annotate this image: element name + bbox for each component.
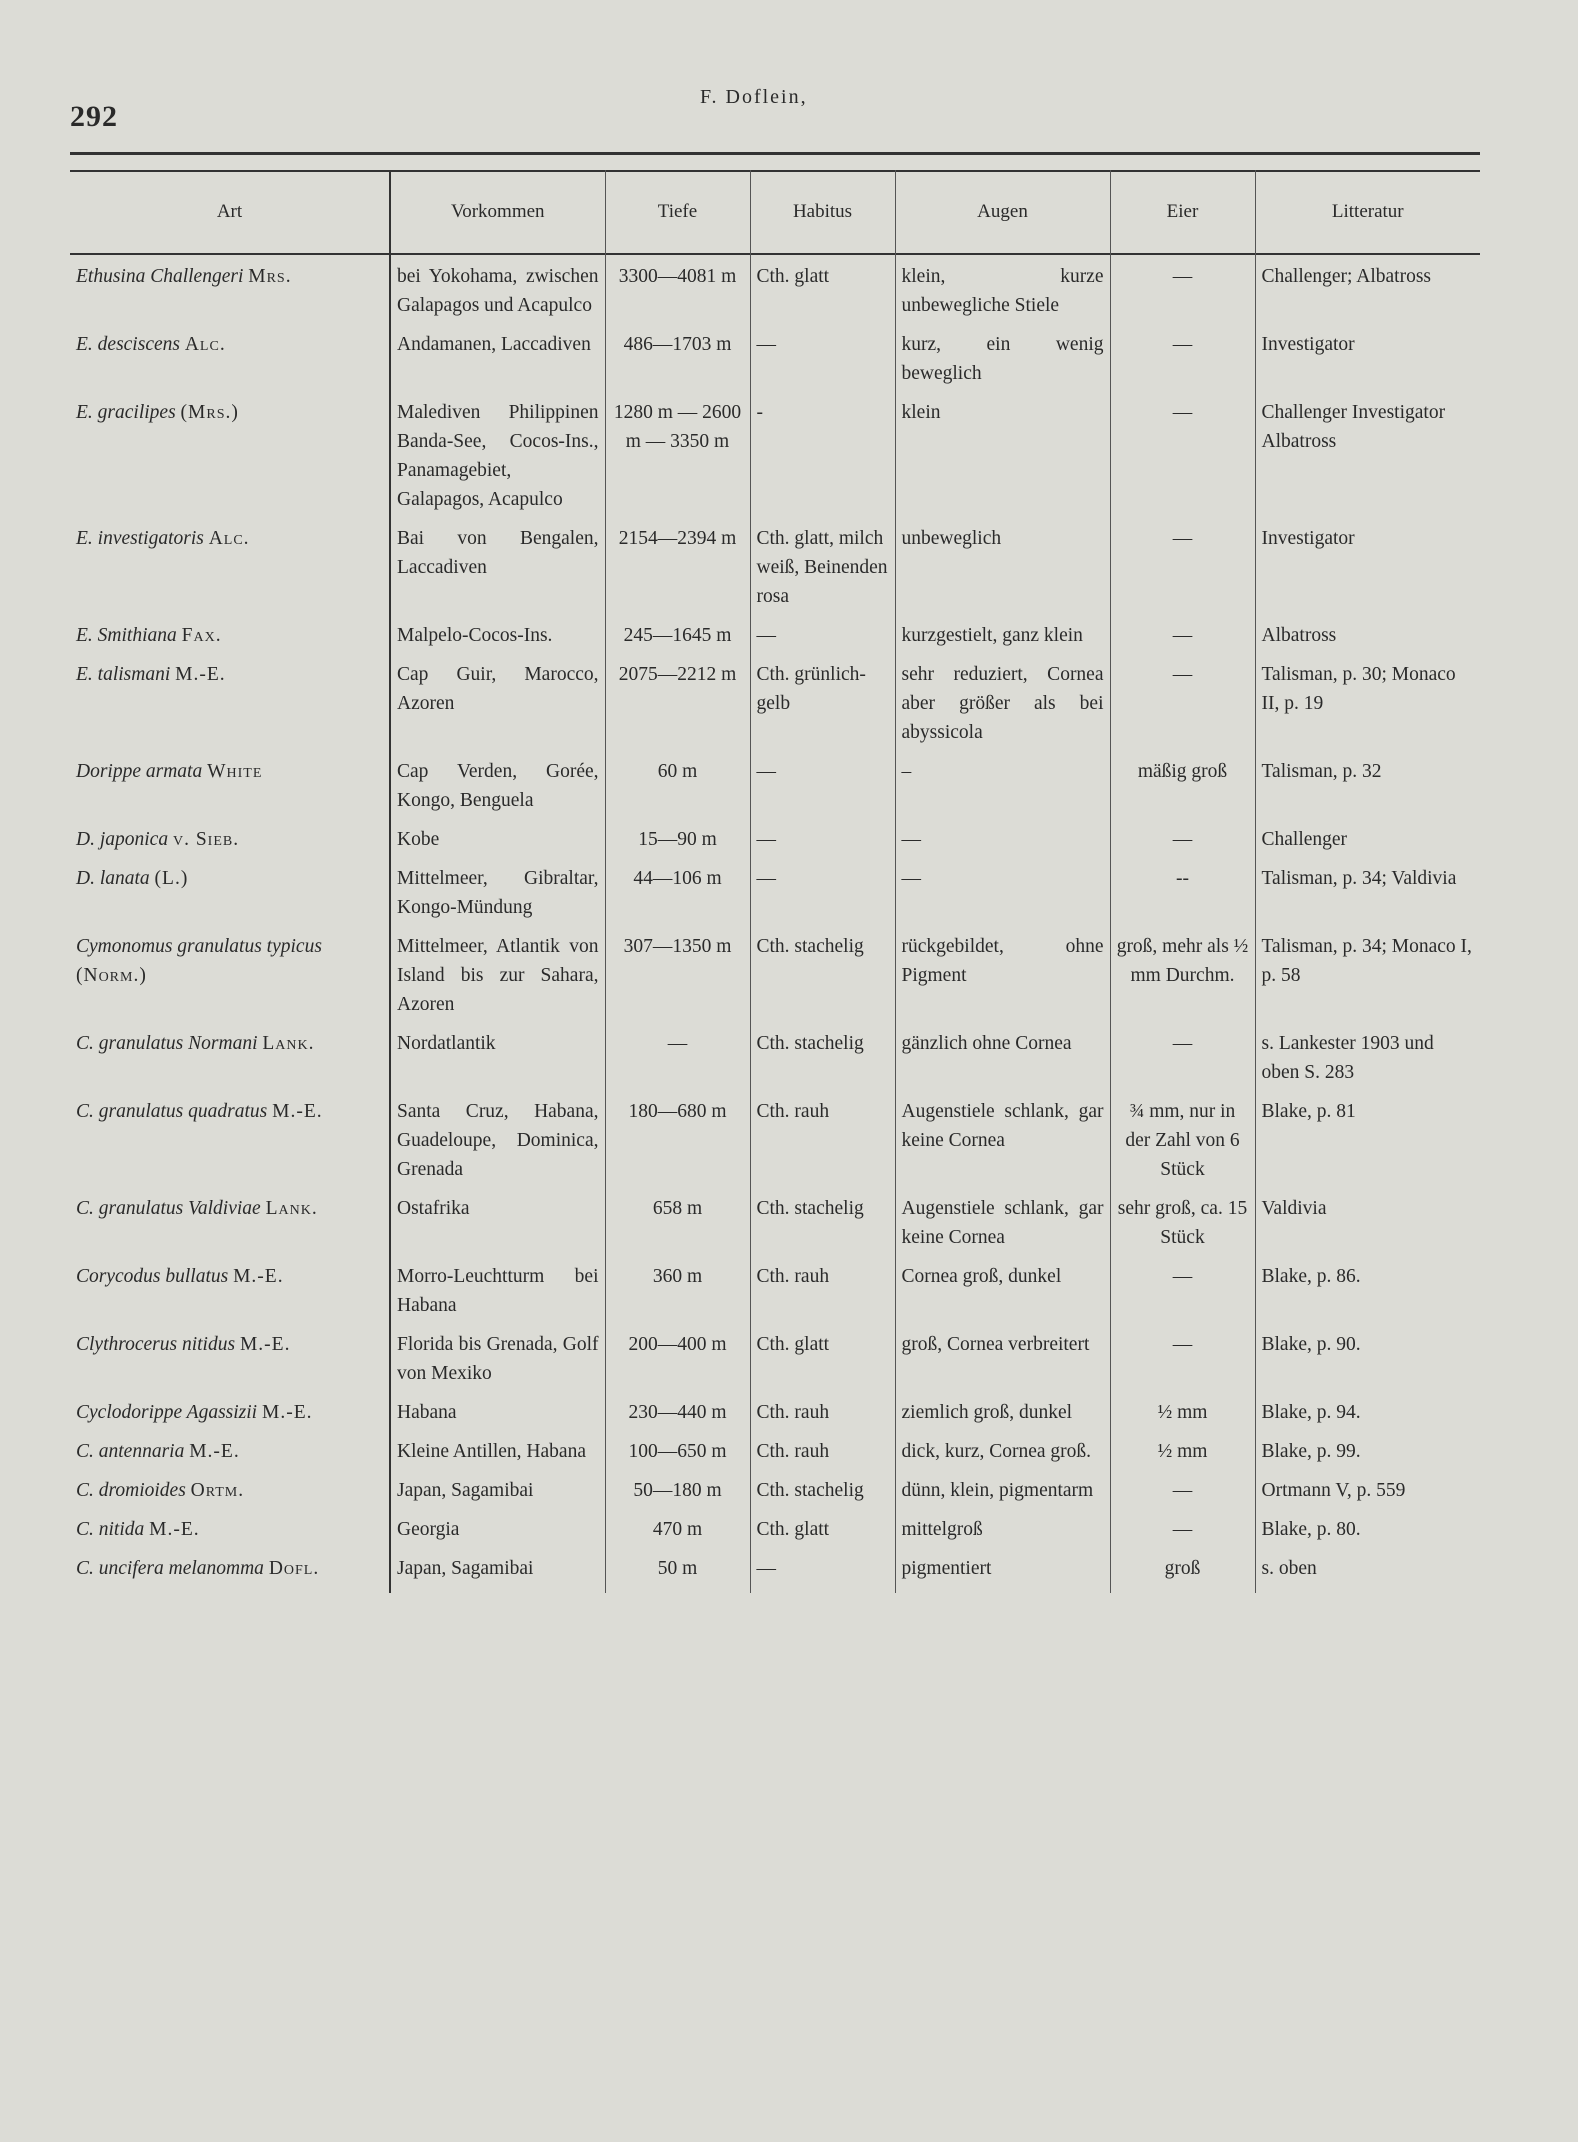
cell-vorkommen: Morro-Leuchtturm bei Habana — [390, 1262, 605, 1330]
species-name: C. antennaria — [76, 1441, 185, 1462]
cell-augen: Cornea groß, dunkel — [895, 1262, 1110, 1330]
species-name: Dorippe armata — [76, 761, 203, 782]
species-table — [70, 170, 1480, 1593]
species-author: White — [207, 761, 263, 782]
cell-tiefe: 230—440 m — [605, 1398, 750, 1437]
cell-art — [70, 524, 390, 621]
species-author: M.-E. — [149, 1519, 200, 1540]
cell-tiefe: 50 m — [605, 1554, 750, 1593]
table-row — [70, 398, 1480, 524]
cell-habitus: Cth. rauh — [750, 1262, 895, 1330]
cell-eier: sehr groß, ca. 15 Stück — [1110, 1194, 1255, 1262]
cell-tiefe: 245—1645 m — [605, 621, 750, 660]
cell-vorkommen: Japan, Sagamibai — [390, 1476, 605, 1515]
cell-augen: mittelgroß — [895, 1515, 1110, 1554]
cell-augen: groß, Cornea verbreitert — [895, 1330, 1110, 1398]
cell-augen: — — [895, 864, 1110, 932]
table-header-row — [70, 170, 1480, 252]
cell-tiefe: 1280 m — 2600 m — 3350 m — [605, 398, 750, 524]
cell-tiefe: 360 m — [605, 1262, 750, 1330]
species-name: Clythrocerus nitidus — [76, 1334, 236, 1355]
cell-art — [70, 825, 390, 864]
cell-eier: groß — [1110, 1554, 1255, 1593]
species-name: D. japonica — [76, 829, 169, 850]
cell-vorkommen: Kleine Antillen, Habana — [390, 1437, 605, 1476]
column-header: Eier — [1110, 170, 1255, 252]
cell-art — [70, 330, 390, 398]
page-number: 292 — [70, 100, 118, 133]
cell-eier: — — [1110, 252, 1255, 330]
cell-litteratur: Investigator — [1261, 334, 1355, 355]
cell-litteratur: Blake, p. 81 — [1261, 1101, 1356, 1122]
cell-vorkommen: Cap Verden, Gorée, Kongo, Benguela — [390, 757, 605, 825]
species-name: E. gracilipes — [76, 402, 176, 423]
cell-augen: sehr reduziert, Cornea aber größer als bei abyssicola — [895, 660, 1110, 757]
cell-eier: — — [1110, 330, 1255, 398]
cell-art — [70, 1194, 390, 1262]
table-row — [70, 252, 1480, 330]
cell-litteratur: Talisman, p. 34; Monaco I, p. 58 — [1261, 936, 1472, 986]
cell-litteratur: Talisman, p. 34; Valdivia — [1261, 868, 1457, 889]
cell-habitus: Cth. rauh — [750, 1398, 895, 1437]
column-header: Habitus — [750, 170, 895, 252]
cell-tiefe: 100—650 m — [605, 1437, 750, 1476]
table-row — [70, 1398, 1480, 1437]
cell-eier: — — [1110, 825, 1255, 864]
cell-art — [70, 660, 390, 757]
cell-litteratur: Talisman, p. 30; Monaco II, p. 19 — [1261, 664, 1456, 714]
cell-habitus: Cth. glatt — [750, 252, 895, 330]
column-header: Vorkommen — [390, 170, 605, 252]
cell-augen: Augenstiele schlank, gar keine Cornea — [895, 1194, 1110, 1262]
species-author: M.-E. — [189, 1441, 240, 1462]
cell-augen: klein, kurze unbewegliche Stiele — [895, 252, 1110, 330]
cell-habitus: Cth. stachelig — [750, 1029, 895, 1097]
cell-eier: — — [1110, 398, 1255, 524]
cell-augen: dünn, klein, pigmentarm — [895, 1476, 1110, 1515]
cell-habitus: Cth. stachelig — [750, 932, 895, 1029]
cell-vorkommen: Ostafrika — [390, 1194, 605, 1262]
cell-vorkommen: Cap Guir, Marocco, Azoren — [390, 660, 605, 757]
species-name: E. Smithiana — [76, 625, 177, 646]
cell-litteratur: Blake, p. 86. — [1261, 1266, 1361, 1287]
species-author: Alc. — [184, 334, 226, 355]
cell-eier: — — [1110, 1330, 1255, 1398]
cell-augen: rückgebildet, ohne Pigment — [895, 932, 1110, 1029]
species-author: (L.) — [154, 868, 189, 889]
table-row — [70, 524, 1480, 621]
species-author: M.-E. — [272, 1101, 323, 1122]
cell-tiefe: 200—400 m — [605, 1330, 750, 1398]
cell-tiefe: 50—180 m — [605, 1476, 750, 1515]
species-name: C. nitida — [76, 1519, 145, 1540]
cell-art — [70, 1262, 390, 1330]
species-author: M.-E. — [175, 664, 226, 685]
species-name: D. lanata — [76, 868, 150, 889]
cell-art — [70, 1398, 390, 1437]
cell-tiefe: 15—90 m — [605, 825, 750, 864]
table-row — [70, 621, 1480, 660]
cell-art — [70, 1330, 390, 1398]
cell-vorkommen: Kobe — [390, 825, 605, 864]
cell-vorkommen: Mittelmeer, Atlantik von Island bis zur Sahara, Azoren — [390, 932, 605, 1029]
cell-eier: — — [1110, 1262, 1255, 1330]
cell-litteratur: Challenger; Albatross — [1261, 266, 1432, 287]
column-header: Litteratur — [1331, 200, 1404, 222]
species-author: Mrs. — [248, 266, 292, 287]
species-name: C. uncifera melanomma — [76, 1558, 264, 1579]
species-author: M.-E. — [261, 1402, 313, 1423]
running-head: F. Doflein, — [700, 86, 808, 108]
cell-tiefe: 470 m — [605, 1515, 750, 1554]
cell-vorkommen: Andamanen, Laccadiven — [390, 330, 605, 398]
cell-habitus: Cth. grünlich-gelb — [750, 660, 895, 757]
species-name: Corycodus bullatus — [76, 1266, 229, 1287]
species-name: Ethusina Challengeri — [76, 266, 244, 287]
cell-tiefe: 3300—4081 m — [605, 252, 750, 330]
species-name: E. investigatoris — [76, 528, 204, 549]
column-header: Tiefe — [605, 170, 750, 252]
cell-eier: ¾ mm, nur in der Zahl von 6 Stück — [1110, 1097, 1255, 1194]
species-author: Alc. — [208, 528, 250, 549]
table-row — [70, 1029, 1480, 1097]
cell-habitus: Cth. glatt, milch weiß, Beinenden rosa — [750, 524, 895, 621]
cell-tiefe: 60 m — [605, 757, 750, 825]
species-author: M.-E. — [239, 1334, 291, 1355]
cell-art — [70, 621, 390, 660]
cell-augen: pigmentiert — [895, 1554, 1110, 1593]
cell-augen: Augenstiele schlank, gar keine Cornea — [895, 1097, 1110, 1194]
cell-tiefe: 180—680 m — [605, 1097, 750, 1194]
cell-litteratur: Ortmann V, p. 559 — [1261, 1480, 1406, 1501]
cell-art — [70, 1097, 390, 1194]
cell-habitus: — — [750, 1554, 895, 1593]
cell-litteratur: Valdivia — [1261, 1198, 1327, 1219]
cell-eier: groß, mehr als ½ mm Durchm. — [1110, 932, 1255, 1029]
table-row — [70, 1262, 1480, 1330]
species-author: M.-E. — [233, 1266, 284, 1287]
cell-art — [70, 1437, 390, 1476]
cell-tiefe: 658 m — [605, 1194, 750, 1262]
cell-litteratur: Investigator — [1261, 528, 1355, 549]
cell-litteratur: Challenger Investigator Albatross — [1261, 402, 1446, 452]
table-row — [70, 1515, 1480, 1554]
cell-eier: ½ mm — [1110, 1398, 1255, 1437]
column-header: Augen — [895, 170, 1110, 252]
species-name: E. talismani — [76, 664, 171, 685]
cell-habitus: Cth. glatt — [750, 1330, 895, 1398]
cell-litteratur: Challenger — [1261, 829, 1348, 850]
cell-vorkommen: Florida bis Grenada, Golf von Mexiko — [390, 1330, 605, 1398]
cell-eier: — — [1110, 1029, 1255, 1097]
species-author: Fax. — [181, 625, 222, 646]
cell-tiefe: — — [605, 1029, 750, 1097]
species-name: Cymonomus granulatus typicus — [76, 936, 322, 957]
cell-litteratur: s. Lankester 1903 und oben S. 283 — [1261, 1033, 1434, 1083]
species-name: C. granulatus Normani — [76, 1033, 258, 1054]
table-row — [70, 1097, 1480, 1194]
cell-habitus: — — [750, 825, 895, 864]
cell-art — [70, 1029, 390, 1097]
cell-eier: — — [1110, 660, 1255, 757]
cell-vorkommen: Malediven Philippinen Banda-See, Cocos-Ins., Panamagebiet, Galapagos, Acapulco — [390, 398, 605, 524]
cell-habitus: Cth. rauh — [750, 1097, 895, 1194]
species-name: Cyclodorippe Agassizii — [76, 1402, 258, 1423]
species-name: C. granulatus quadratus — [76, 1101, 268, 1122]
table-row — [70, 1330, 1480, 1398]
cell-litteratur: s. oben — [1261, 1558, 1317, 1579]
cell-habitus: — — [750, 621, 895, 660]
cell-augen: dick, kurz, Cornea groß. — [895, 1437, 1110, 1476]
cell-tiefe: 486—1703 m — [605, 330, 750, 398]
cell-augen: klein — [895, 398, 1110, 524]
cell-tiefe: 307—1350 m — [605, 932, 750, 1029]
cell-habitus: — — [750, 864, 895, 932]
cell-augen: gänzlich ohne Cornea — [895, 1029, 1110, 1097]
cell-litteratur: Talisman, p. 32 — [1261, 761, 1382, 782]
table-row — [70, 1476, 1480, 1515]
table-row — [70, 1194, 1480, 1262]
table-row — [70, 660, 1480, 757]
species-author: Ortm. — [190, 1480, 245, 1501]
cell-eier: — — [1110, 1476, 1255, 1515]
table-row — [70, 1437, 1480, 1476]
cell-vorkommen: Japan, Sagamibai — [390, 1554, 605, 1593]
cell-litteratur: Blake, p. 99. — [1261, 1441, 1361, 1462]
cell-habitus: Cth. glatt — [750, 1515, 895, 1554]
cell-tiefe: 2075—2212 m — [605, 660, 750, 757]
cell-eier: — — [1110, 1515, 1255, 1554]
cell-habitus: — — [750, 330, 895, 398]
cell-litteratur: Blake, p. 90. — [1261, 1334, 1361, 1355]
species-author: Lank. — [262, 1033, 315, 1054]
cell-augen: — — [895, 825, 1110, 864]
cell-art — [70, 757, 390, 825]
table-row — [70, 932, 1480, 1029]
cell-art — [70, 932, 390, 1029]
species-author: v. Sieb. — [172, 829, 240, 850]
cell-augen: unbeweglich — [895, 524, 1110, 621]
cell-augen: kurzgestielt, ganz klein — [895, 621, 1110, 660]
species-author: Dofl. — [268, 1558, 320, 1579]
cell-eier: — — [1110, 621, 1255, 660]
cell-eier: -- — [1110, 864, 1255, 932]
cell-eier: — — [1110, 524, 1255, 621]
table-row — [70, 757, 1480, 825]
cell-art — [70, 1515, 390, 1554]
species-name: C. dromioides — [76, 1480, 186, 1501]
column-header: Art — [70, 170, 390, 252]
cell-vorkommen: Malpelo-Cocos-Ins. — [390, 621, 605, 660]
species-author: Lank. — [265, 1198, 318, 1219]
cell-eier: ½ mm — [1110, 1437, 1255, 1476]
cell-vorkommen: Santa Cruz, Habana, Guadeloupe, Dominica, Grenada — [390, 1097, 605, 1194]
table-row — [70, 1554, 1480, 1593]
cell-vorkommen: Bai von Bengalen, Laccadiven — [390, 524, 605, 621]
cell-art — [70, 252, 390, 330]
cell-habitus: — — [750, 757, 895, 825]
cell-augen: – — [895, 757, 1110, 825]
species-name: C. granulatus Valdiviae — [76, 1198, 261, 1219]
cell-habitus: Cth. stachelig — [750, 1476, 895, 1515]
cell-vorkommen: Mittelmeer, Gibraltar, Kongo-Mündung — [390, 864, 605, 932]
cell-art — [70, 1554, 390, 1593]
cell-vorkommen: bei Yokohama, zwischen Galapagos und Acapulco — [390, 252, 605, 330]
cell-vorkommen: Georgia — [390, 1515, 605, 1554]
cell-augen: ziemlich groß, dunkel — [895, 1398, 1110, 1437]
species-name: E. desciscens — [76, 334, 180, 355]
cell-augen: kurz, ein wenig beweglich — [895, 330, 1110, 398]
cell-litteratur: Blake, p. 80. — [1261, 1519, 1361, 1540]
species-author: (Mrs.) — [180, 402, 239, 423]
cell-habitus: Cth. rauh — [750, 1437, 895, 1476]
cell-habitus: Cth. stachelig — [750, 1194, 895, 1262]
cell-eier: mäßig groß — [1110, 757, 1255, 825]
cell-art — [70, 398, 390, 524]
cell-litteratur: Albatross — [1261, 625, 1337, 646]
cell-tiefe: 44—106 m — [605, 864, 750, 932]
cell-habitus: - — [750, 398, 895, 524]
cell-art — [70, 864, 390, 932]
table-row — [70, 330, 1480, 398]
species-author: (Norm.) — [76, 965, 147, 986]
cell-vorkommen: Nordatlantik — [390, 1029, 605, 1097]
cell-vorkommen: Habana — [390, 1398, 605, 1437]
table-row — [70, 864, 1480, 932]
table-row — [70, 825, 1480, 864]
top-rule — [70, 152, 1480, 155]
cell-art — [70, 1476, 390, 1515]
cell-tiefe: 2154—2394 m — [605, 524, 750, 621]
cell-litteratur: Blake, p. 94. — [1261, 1402, 1361, 1423]
